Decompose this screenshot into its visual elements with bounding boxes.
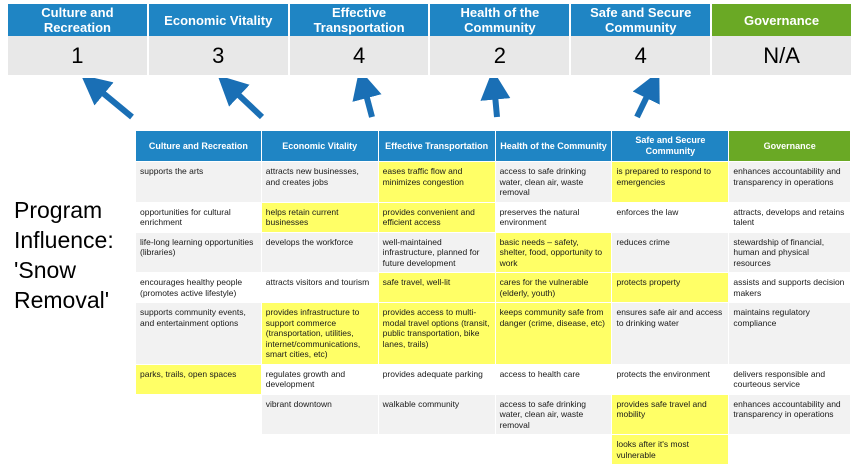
matrix-header-row bbox=[136, 131, 850, 162]
scorecard-header-effective-transportation: Effective Transportation bbox=[290, 4, 431, 36]
matrix-body bbox=[136, 162, 850, 465]
matrix-cell: vibrant downtown bbox=[261, 394, 378, 435]
program-influence-caption bbox=[14, 195, 134, 315]
matrix-cell-empty bbox=[378, 435, 495, 465]
matrix-cell: provides convenient and efficient access bbox=[378, 202, 495, 232]
table-row bbox=[136, 162, 850, 203]
upward-arrow-1 bbox=[92, 84, 132, 117]
matrix-header-safe-and-secure-community: Safe and Secure Community bbox=[612, 131, 729, 162]
score-safe-and-secure-community: 4 bbox=[571, 36, 712, 75]
upward-arrow-5 bbox=[637, 84, 653, 117]
matrix-cell: protects property bbox=[612, 273, 729, 303]
matrix-cell: basic needs – safety, shelter, food, opportunity to work bbox=[495, 232, 612, 273]
matrix-cell: cares for the vulnerable (elderly, youth) bbox=[495, 273, 612, 303]
arrow-group bbox=[0, 78, 859, 136]
matrix-cell-empty bbox=[261, 435, 378, 465]
matrix-cell: safe travel, well-lit bbox=[378, 273, 495, 303]
table-row bbox=[136, 435, 850, 465]
matrix-cell: provides infrastructure to support commerce (transportation, utilities, internet/communications, smart cities, etc) bbox=[261, 303, 378, 365]
matrix-header-health-of-the-community: Health of the Community bbox=[495, 131, 612, 162]
caption-line-2: Influence: bbox=[14, 227, 114, 253]
table-row bbox=[136, 232, 850, 273]
matrix-cell-empty bbox=[729, 435, 850, 465]
matrix-cell: helps retain current businesses bbox=[261, 202, 378, 232]
influence-matrix bbox=[136, 131, 850, 465]
score-health-of-the-community: 2 bbox=[430, 36, 571, 75]
matrix-header-governance: Governance bbox=[729, 131, 850, 162]
matrix-cell: reduces crime bbox=[612, 232, 729, 273]
scorecard-header-governance: Governance bbox=[712, 4, 851, 36]
matrix-cell: develops the workforce bbox=[261, 232, 378, 273]
matrix-cell: regulates growth and development bbox=[261, 364, 378, 394]
matrix-cell: opportunities for cultural enrichment bbox=[136, 202, 261, 232]
score-economic-vitality: 3 bbox=[149, 36, 290, 75]
matrix-cell: stewardship of financial, human and physical resources bbox=[729, 232, 850, 273]
matrix-cell: access to health care bbox=[495, 364, 612, 394]
matrix-cell: enhances accountability and transparency in operations bbox=[729, 162, 850, 203]
matrix-cell: parks, trails, open spaces bbox=[136, 364, 261, 394]
scorecard-header-culture-and-recreation: Culture and Recreation bbox=[8, 4, 149, 36]
caption-line-4: Removal' bbox=[14, 287, 110, 313]
matrix-cell: supports community events, and entertainment options bbox=[136, 303, 261, 365]
upward-arrow-2 bbox=[228, 85, 262, 117]
matrix-cell-empty bbox=[136, 394, 261, 435]
matrix-cell: protects the environment bbox=[612, 364, 729, 394]
matrix-cell: attracts, develops and retains talent bbox=[729, 202, 850, 232]
matrix-cell: provides adequate parking bbox=[378, 364, 495, 394]
matrix-cell: is prepared to respond to emergencies bbox=[612, 162, 729, 203]
matrix-cell: encourages healthy people (promotes active lifestyle) bbox=[136, 273, 261, 303]
matrix-cell: looks after it's most vulnerable bbox=[612, 435, 729, 465]
matrix-header-effective-transportation: Effective Transportation bbox=[378, 131, 495, 162]
scorecard-summary-band bbox=[8, 4, 851, 75]
scorecard-header-row bbox=[8, 4, 851, 36]
caption-line-3: 'Snow bbox=[14, 257, 76, 283]
table-row bbox=[136, 394, 850, 435]
scorecard-score-row bbox=[8, 36, 851, 75]
matrix-cell-empty bbox=[136, 435, 261, 465]
matrix-cell: preserves the natural environment bbox=[495, 202, 612, 232]
matrix-cell-empty bbox=[495, 435, 612, 465]
matrix-cell: delivers responsible and courteous service bbox=[729, 364, 850, 394]
upward-arrow-4 bbox=[494, 84, 497, 117]
table-row bbox=[136, 364, 850, 394]
matrix-cell: enforces the law bbox=[612, 202, 729, 232]
score-governance: N/A bbox=[763, 42, 800, 68]
matrix-cell: access to safe drinking water, clean air, waste removal bbox=[495, 394, 612, 435]
matrix-cell: life-long learning opportunities (libraries) bbox=[136, 232, 261, 273]
matrix-cell: supports the arts bbox=[136, 162, 261, 203]
matrix-cell: eases traffic flow and minimizes congestion bbox=[378, 162, 495, 203]
score-effective-transportation: 4 bbox=[290, 36, 431, 75]
matrix-cell: enhances accountability and transparency in operations bbox=[729, 394, 850, 435]
score-culture-and-recreation: 1 bbox=[8, 36, 149, 75]
table-row bbox=[136, 273, 850, 303]
scorecard-header-health-of-the-community: Health of the Community bbox=[430, 4, 571, 36]
matrix-cell: provides access to multi-modal travel options (transit, public transportation, bike lanes, trails) bbox=[378, 303, 495, 365]
scorecard-header-economic-vitality: Economic Vitality bbox=[149, 4, 290, 36]
caption-line-1: Program bbox=[14, 197, 103, 223]
matrix-cell: walkable community bbox=[378, 394, 495, 435]
matrix-header-economic-vitality: Economic Vitality bbox=[261, 131, 378, 162]
scorecard-header-safe-and-secure-community: Safe and Secure Community bbox=[571, 4, 712, 36]
matrix-cell: maintains regulatory compliance bbox=[729, 303, 850, 365]
matrix-cell: keeps community safe from danger (crime, disease, etc) bbox=[495, 303, 612, 365]
table-row bbox=[136, 303, 850, 365]
upward-arrow-3 bbox=[363, 83, 372, 117]
matrix-cell: provides safe travel and mobility bbox=[612, 394, 729, 435]
matrix-cell: attracts new businesses, and creates jobs bbox=[261, 162, 378, 203]
matrix-cell: access to safe drinking water, clean air, waste removal bbox=[495, 162, 612, 203]
matrix-cell: assists and supports decision makers bbox=[729, 273, 850, 303]
matrix-header-culture-and-recreation: Culture and Recreation bbox=[136, 131, 261, 162]
matrix-cell: attracts visitors and tourism bbox=[261, 273, 378, 303]
matrix-cell: well-maintained infrastructure, planned for future development bbox=[378, 232, 495, 273]
matrix-cell: ensures safe air and access to drinking water bbox=[612, 303, 729, 365]
table-row bbox=[136, 202, 850, 232]
